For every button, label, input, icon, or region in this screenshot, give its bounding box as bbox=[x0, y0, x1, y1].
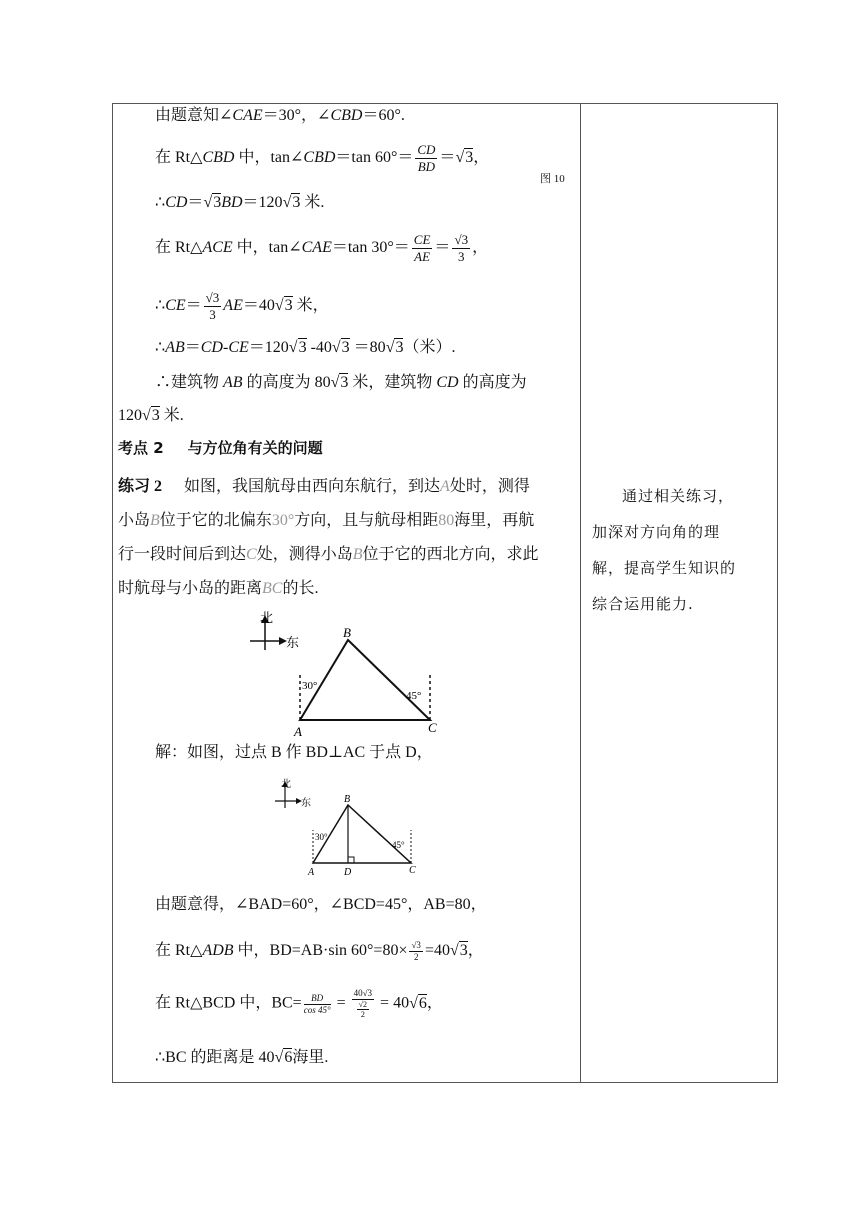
text-line-4 bbox=[155, 232, 488, 264]
vertex-a-label: A bbox=[308, 867, 315, 878]
text: （米）. bbox=[403, 339, 456, 356]
text: 处时，测得 bbox=[449, 478, 530, 495]
radicand: 6 bbox=[418, 994, 427, 1012]
text-line-1 bbox=[155, 108, 405, 124]
numerator: √3 bbox=[454, 232, 469, 247]
text: 米，建筑物 bbox=[348, 374, 437, 391]
text: ＝ bbox=[439, 148, 456, 166]
text: ＝tan 60°＝ bbox=[335, 148, 414, 166]
text: CD bbox=[200, 339, 223, 356]
text: 时航母与小岛的距离 bbox=[118, 580, 263, 597]
section-number: 考点 2 bbox=[118, 439, 164, 457]
solution-line-5 bbox=[155, 1050, 328, 1066]
vertex-b-label: B bbox=[343, 625, 351, 640]
text-line-8 bbox=[118, 408, 184, 424]
text: 米. bbox=[159, 407, 184, 424]
side-note-line-2: 加深对方向角的理 bbox=[592, 523, 721, 541]
text: 行一段时间后到达 bbox=[118, 546, 247, 563]
text: CD bbox=[436, 374, 459, 391]
vertex-a-label: A bbox=[294, 724, 302, 739]
triangle-abc bbox=[313, 805, 411, 863]
numerator: BD bbox=[304, 993, 331, 1005]
text: ， bbox=[473, 148, 490, 166]
sqrt-expression: √3 bbox=[449, 941, 468, 959]
text: ADB bbox=[202, 941, 234, 959]
text-line-6 bbox=[155, 340, 455, 356]
text: 方向，且与航母相距 bbox=[294, 512, 439, 529]
text: ＝60°. bbox=[362, 107, 405, 124]
sqrt-expression: √3 bbox=[330, 374, 349, 391]
denominator: 2 bbox=[413, 951, 419, 962]
denominator: 3 bbox=[209, 306, 216, 322]
vertex-b-label: B bbox=[344, 794, 351, 805]
sqrt-expression: √3 bbox=[282, 194, 301, 211]
side-note bbox=[592, 478, 752, 622]
text: 处，测得小岛 bbox=[256, 546, 353, 563]
exercise-label: 练习 2 bbox=[118, 478, 163, 495]
vertex-c-label: C bbox=[428, 720, 437, 735]
radicand: 6 bbox=[284, 1049, 293, 1066]
solution-line-3 bbox=[155, 940, 484, 963]
text: 在 Rt△ bbox=[155, 238, 203, 256]
therefore-symbol: ∴ bbox=[155, 339, 166, 356]
text: ＝ bbox=[184, 339, 201, 356]
text: CD bbox=[165, 194, 188, 211]
text: 中，tan∠ bbox=[232, 238, 302, 256]
north-label: 北 bbox=[281, 779, 291, 790]
denominator: 2 bbox=[360, 1010, 365, 1020]
radicand: 3 bbox=[395, 339, 404, 356]
denominator: cos 45° bbox=[303, 1004, 331, 1015]
vertex-d-label: D bbox=[344, 867, 352, 878]
text: ＝30°，∠ bbox=[262, 107, 331, 124]
numerator: √3 bbox=[205, 290, 220, 305]
text: = 40 bbox=[376, 994, 410, 1012]
exercise-line-3 bbox=[118, 547, 539, 563]
radicand: 3 bbox=[284, 296, 293, 314]
text: 在 Rt△ bbox=[155, 941, 203, 959]
text: 海里. bbox=[292, 1049, 329, 1066]
text: ＝ bbox=[185, 296, 202, 314]
denominator: BD bbox=[417, 158, 436, 174]
text: 米. bbox=[300, 194, 325, 211]
numerator: √3 bbox=[411, 940, 421, 950]
angle-a-label: 30° bbox=[315, 832, 328, 842]
text: -40 bbox=[306, 339, 332, 356]
text: CAE bbox=[232, 107, 263, 124]
table-column-divider bbox=[580, 103, 581, 1083]
denominator: 3 bbox=[458, 248, 465, 264]
text: - bbox=[222, 339, 229, 356]
text: ＝40 bbox=[242, 296, 275, 314]
text: 位于它的北偏东 bbox=[159, 512, 272, 529]
right-angle-mark bbox=[348, 857, 354, 863]
radicand: 3 bbox=[292, 194, 301, 211]
text: ， bbox=[426, 994, 443, 1012]
text: 中，BD=AB·sin 60°=80× bbox=[233, 941, 408, 959]
radicand: 3 bbox=[340, 374, 349, 391]
triangle-figure-1 bbox=[240, 605, 450, 740]
text: 小岛 bbox=[118, 512, 151, 529]
sqrt-expression: √3 bbox=[385, 339, 404, 356]
radicand: 3 bbox=[298, 339, 307, 356]
sqrt-expression: √3 bbox=[331, 339, 350, 356]
therefore-symbol: ∴ bbox=[155, 194, 166, 211]
sqrt-expression: √6 bbox=[409, 994, 427, 1012]
radicand: 3 bbox=[459, 941, 468, 959]
text: BC bbox=[262, 580, 283, 597]
text: 海里，再航 bbox=[454, 512, 535, 529]
east-label: 东 bbox=[301, 798, 311, 809]
text-line-3 bbox=[155, 195, 324, 211]
fraction bbox=[204, 290, 222, 322]
east-label: 东 bbox=[286, 636, 300, 651]
exercise-line-4 bbox=[118, 581, 318, 597]
triangle-figure-2 bbox=[268, 775, 428, 880]
sqrt-expression: √3 bbox=[142, 407, 160, 424]
text: 在 Rt△BCD 中，BC= bbox=[155, 994, 302, 1012]
figure-10-label: 图 10 bbox=[540, 173, 565, 185]
solution-line-4 bbox=[155, 988, 443, 1020]
side-note-line-3: 解，提高学生知识的 bbox=[592, 559, 737, 577]
fraction bbox=[412, 232, 433, 264]
text: ＝120 bbox=[242, 194, 283, 211]
radicand: 3 bbox=[213, 194, 222, 211]
angle-c-label: 45° bbox=[392, 840, 405, 850]
text: ∴BC 的距离是 40 bbox=[155, 1049, 275, 1066]
radicand: 3 bbox=[465, 148, 474, 166]
text: ACE bbox=[202, 238, 233, 256]
side-note-line-4: 综合运用能力. bbox=[592, 595, 694, 613]
therefore-symbol: ∴ bbox=[155, 296, 166, 314]
text: C bbox=[246, 546, 257, 563]
text: 位于它的西北方向，求此 bbox=[362, 546, 539, 563]
triangle-abc bbox=[300, 640, 430, 720]
text: B bbox=[352, 546, 363, 563]
text: ＝tan 30°＝ bbox=[331, 238, 410, 256]
vertex-c-label: C bbox=[409, 865, 416, 876]
text: =40 bbox=[424, 941, 450, 959]
text: CAE bbox=[301, 238, 332, 256]
text: AB bbox=[223, 374, 243, 391]
fraction bbox=[304, 993, 331, 1016]
angle-c-label: 45° bbox=[406, 690, 422, 702]
text: 120 bbox=[118, 407, 142, 424]
text: 80 bbox=[438, 512, 455, 529]
sqrt-expression: √6 bbox=[274, 1049, 293, 1066]
text: CBD bbox=[202, 148, 235, 166]
text: ∴建筑物 bbox=[155, 374, 224, 391]
nested-fraction bbox=[357, 1000, 369, 1020]
numerator: CD bbox=[417, 142, 436, 157]
radicand: 3 bbox=[461, 232, 469, 247]
text-line-2 bbox=[155, 142, 489, 174]
sqrt-expression: √3 bbox=[288, 339, 307, 356]
radicand: 3 bbox=[341, 339, 350, 356]
solution-line-1: 解：如图，过点 B 作 BD⊥AC 于点 D， bbox=[155, 744, 433, 761]
text-line-5 bbox=[155, 290, 329, 322]
sqrt-expression: √3 bbox=[455, 148, 474, 166]
section-title: 与方位角有关的问题 bbox=[187, 439, 323, 457]
solution-line-2: 由题意得，∠BAD=60°，∠BCD=45°，AB=80， bbox=[155, 896, 487, 913]
numerator: √2 bbox=[358, 999, 368, 1009]
text: ， bbox=[467, 941, 484, 959]
text: 的高度为 bbox=[458, 374, 527, 391]
text: ＝ bbox=[434, 238, 451, 256]
sqrt-expression: √3 bbox=[203, 194, 222, 211]
text: 的长. bbox=[282, 580, 319, 597]
text: 30° bbox=[271, 512, 295, 529]
text: CBD bbox=[330, 107, 363, 124]
text: 由题意知∠ bbox=[155, 107, 233, 124]
north-label: 北 bbox=[260, 611, 274, 626]
text: B bbox=[150, 512, 160, 529]
radicand: 3 bbox=[212, 290, 220, 305]
angle-a-label: 30° bbox=[302, 680, 318, 692]
denominator: AE bbox=[414, 248, 431, 264]
exercise-line-1 bbox=[118, 479, 530, 495]
text: ＝80 bbox=[349, 339, 386, 356]
numerator: 40√3 bbox=[353, 988, 373, 998]
text: AE bbox=[223, 296, 243, 314]
fraction bbox=[452, 232, 470, 264]
fraction bbox=[409, 940, 422, 963]
fraction bbox=[352, 988, 374, 1020]
text: CE bbox=[228, 339, 249, 356]
side-note-line-1: 通过相关练习， bbox=[622, 487, 735, 505]
text-line-7 bbox=[155, 375, 527, 391]
text: CBD bbox=[303, 148, 336, 166]
section-heading bbox=[118, 441, 323, 456]
text: A bbox=[440, 478, 450, 495]
numerator: CE bbox=[413, 232, 431, 247]
text: = bbox=[332, 994, 350, 1012]
text: ＝ bbox=[187, 194, 204, 211]
text: ， bbox=[472, 238, 489, 256]
text: ＝120 bbox=[248, 339, 289, 356]
exercise-line-2 bbox=[118, 513, 534, 529]
text: 中，tan∠ bbox=[234, 148, 304, 166]
text: 如图，我国航母由西向东航行，到达 bbox=[184, 478, 441, 495]
denominator bbox=[352, 1000, 374, 1020]
fraction bbox=[415, 142, 437, 174]
text: 在 Rt△ bbox=[155, 148, 203, 166]
text: CE bbox=[165, 296, 186, 314]
text: AB bbox=[165, 339, 185, 356]
text: 米， bbox=[292, 296, 329, 314]
text: 的高度为 80 bbox=[242, 374, 331, 391]
sqrt-expression: √3 bbox=[274, 296, 293, 314]
text: BD bbox=[221, 194, 243, 211]
radicand: 3 bbox=[151, 407, 160, 424]
